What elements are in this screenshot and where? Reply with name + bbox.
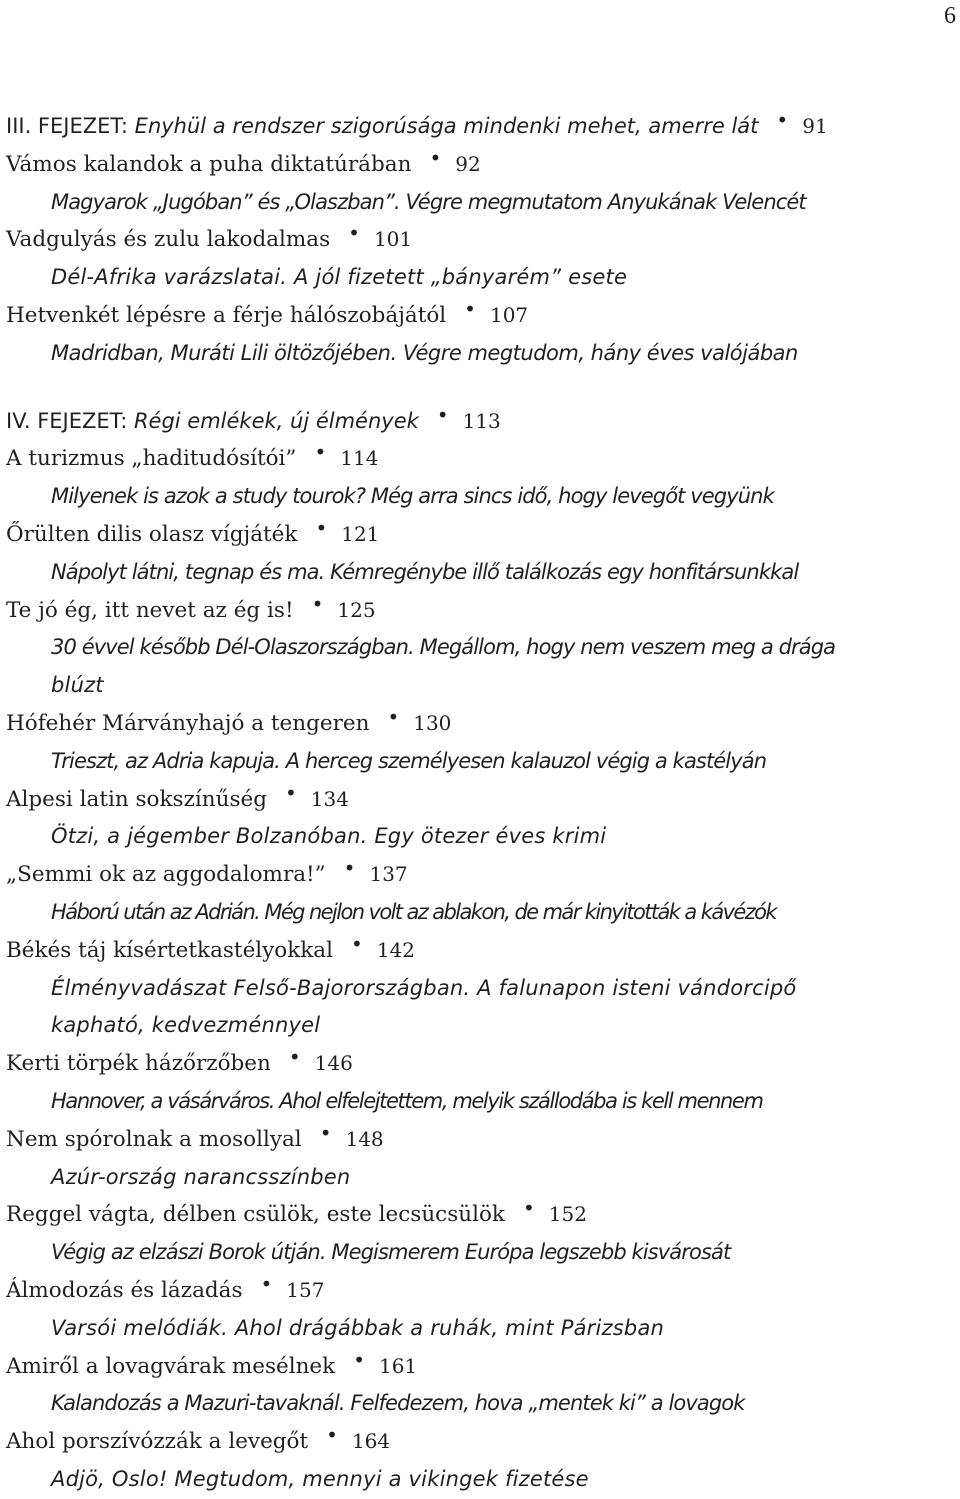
separator-dot-icon: • bbox=[311, 591, 324, 616]
entry-title: Alpesi latin sokszínűség bbox=[6, 786, 267, 812]
chapter-heading bbox=[6, 108, 956, 146]
entry-title: Te jó ég, itt nevet az ég is! bbox=[6, 597, 294, 623]
page-ref: 114 bbox=[340, 446, 379, 471]
separator-dot-icon: • bbox=[351, 931, 363, 956]
separator-dot-icon: • bbox=[464, 296, 476, 321]
entry-title: Hetvenkét lépésre a férje hálószobájától bbox=[6, 302, 447, 328]
separator-dot-icon: • bbox=[314, 440, 327, 465]
separator-dot-icon: • bbox=[522, 1196, 535, 1221]
toc-entry bbox=[6, 705, 956, 743]
page-ref: 164 bbox=[351, 1429, 391, 1454]
separator-dot-icon: • bbox=[348, 221, 360, 246]
entry-subtitle: Élményvadászat Felső-Bajorországban. A falunapon isteni vándorcipő bbox=[51, 975, 797, 1000]
toc-entry bbox=[6, 297, 956, 335]
toc-entry bbox=[6, 932, 956, 970]
entry-subtitle: Nápolyt látni, tegnap és ma. Kémregénybe illő találkozás egy honfitársunkkal bbox=[51, 559, 799, 584]
entry-subtitle: Ötzi, a jégember Bolzanóban. Egy ötezer éves krimi bbox=[51, 824, 607, 849]
page-number: 6 bbox=[944, 3, 956, 29]
entry-subtitle: Milyenek is azok a study tourok? Még arra sincs idő, hogy levegőt vegyünk bbox=[51, 484, 774, 509]
toc-entry bbox=[6, 781, 956, 819]
page-ref: 161 bbox=[378, 1353, 418, 1378]
separator-dot-icon: • bbox=[776, 108, 789, 132]
page-ref: 130 bbox=[413, 710, 452, 735]
toc-entry bbox=[6, 856, 956, 894]
separator-dot-icon: • bbox=[319, 1120, 332, 1145]
toc-entry bbox=[6, 1272, 956, 1310]
entry-subtitle: Végig az elzászi Borok útján. Megismerem Európa legszebb kisvárosát bbox=[51, 1240, 731, 1265]
separator-dot-icon: • bbox=[260, 1271, 273, 1296]
separator-dot-icon: • bbox=[387, 704, 400, 729]
page-ref: 91 bbox=[802, 114, 828, 138]
chapter-label: IV. FEJEZET: bbox=[6, 408, 134, 433]
entry-title: Nem spórolnak a mosollyal bbox=[6, 1126, 302, 1152]
toc-entry bbox=[6, 146, 956, 184]
entry-subtitle: Adjö, Oslo! Megtudom, mennyi a vikingek fizetése bbox=[51, 1466, 589, 1491]
entry-title: A turizmus „haditudósítói” bbox=[6, 446, 297, 472]
entry-subtitle: Háború után az Adrián. Még nejlon volt az ablakon, de már kinyitották a kávézók bbox=[51, 899, 776, 924]
entry-title: „Semmi ok az aggodalomra!” bbox=[6, 862, 326, 888]
toc-entry bbox=[6, 221, 956, 259]
entry-subtitle: Hannover, a vásárváros. Ahol elfelejtettem, melyik szállodába is kell mennem bbox=[51, 1088, 763, 1113]
separator-dot-icon: • bbox=[288, 1045, 301, 1070]
entry-title: Őrülten dilis olasz vígjáték bbox=[6, 521, 298, 547]
page-ref: 121 bbox=[341, 521, 380, 546]
table-of-contents bbox=[6, 108, 956, 1499]
page-ref: 137 bbox=[369, 862, 408, 887]
separator-dot-icon: • bbox=[284, 780, 297, 805]
entry-subtitle: Magyarok „Jugóban” és „Olaszban”. Végre megmutatom Anyukának Velencét bbox=[51, 189, 806, 214]
page-ref: 148 bbox=[345, 1126, 384, 1151]
page-ref: 113 bbox=[462, 408, 501, 433]
toc-entry bbox=[6, 1423, 956, 1461]
page-ref: 152 bbox=[548, 1202, 587, 1227]
toc-entry bbox=[6, 1121, 956, 1159]
page-ref: 134 bbox=[310, 786, 349, 811]
separator-dot-icon: • bbox=[326, 1423, 338, 1448]
separator-dot-icon: • bbox=[343, 856, 356, 881]
chapter-name: Enyhül a rendszer szigorúsága mindenki mehet, amerre lát bbox=[134, 114, 759, 138]
entry-subtitle: Varsói melódiák. Ahol drágábbak a ruhák, mint Párizsban bbox=[51, 1315, 665, 1340]
entry-title: Békés táj kísértetkastélyokkal bbox=[6, 937, 334, 963]
entry-subtitle: Kalandozás a Mazuri-tavaknál. Felfedezem, hova „mentek ki” a lovagok bbox=[51, 1391, 745, 1416]
page-ref: 107 bbox=[489, 302, 529, 327]
page-ref: 157 bbox=[286, 1277, 325, 1302]
entry-title: Reggel vágta, délben csülök, este lecsücsülök bbox=[6, 1202, 505, 1228]
toc-entry bbox=[6, 592, 956, 630]
entry-subtitle: Trieszt, az Adria kapuja. A herceg személyesen kalauzol végig a kastélyán bbox=[51, 748, 767, 773]
entry-title: Álmodozás és lázadás bbox=[6, 1277, 243, 1303]
toc-entry bbox=[6, 516, 956, 554]
separator-dot-icon: • bbox=[436, 402, 449, 427]
entry-subtitle: Dél-Afrika varázslatai. A jól fizetett „bányarém” esete bbox=[51, 265, 628, 290]
chapter-name: Régi emlékek, új élmények bbox=[133, 408, 419, 433]
toc-entry bbox=[6, 1045, 956, 1083]
entry-subtitle: 30 évvel később Dél-Olaszországban. Megállom, hogy nem veszem meg a drága bbox=[51, 635, 836, 660]
entry-title: Ahol porszívózzák a levegőt bbox=[6, 1429, 309, 1455]
toc-entry bbox=[6, 1196, 956, 1234]
page-ref: 92 bbox=[455, 151, 481, 176]
entry-title: Vámos kalandok a puha diktatúrában bbox=[6, 151, 412, 177]
page-ref: 146 bbox=[314, 1051, 353, 1076]
page-ref: 101 bbox=[373, 227, 413, 252]
page-ref: 125 bbox=[337, 597, 376, 622]
section-gap bbox=[6, 373, 956, 403]
toc-entry bbox=[6, 1348, 956, 1386]
chapter-heading bbox=[6, 403, 956, 441]
separator-dot-icon: • bbox=[429, 145, 442, 170]
separator-dot-icon: • bbox=[353, 1347, 365, 1372]
entry-title: Hófehér Márványhajó a tengeren bbox=[6, 710, 370, 736]
separator-dot-icon: • bbox=[315, 515, 328, 540]
entry-subtitle-continued: kapható, kedvezménnyel bbox=[51, 1013, 321, 1038]
entry-subtitle-continued: blúzt bbox=[51, 673, 104, 698]
page-ref: 142 bbox=[376, 937, 415, 962]
entry-subtitle: Azúr-ország narancsszínben bbox=[51, 1164, 351, 1189]
entry-subtitle: Madridban, Muráti Lili öltözőjében. Végre megtudom, hány éves valójában bbox=[51, 340, 798, 365]
toc-entry bbox=[6, 440, 956, 478]
chapter-label: III. FEJEZET: bbox=[6, 114, 135, 138]
entry-title: Kerti törpék házőrzőben bbox=[6, 1051, 271, 1077]
entry-title: Vadgulyás és zulu lakodalmas bbox=[6, 227, 331, 253]
entry-title: Amiről a lovagvárak mesélnek bbox=[6, 1353, 336, 1379]
